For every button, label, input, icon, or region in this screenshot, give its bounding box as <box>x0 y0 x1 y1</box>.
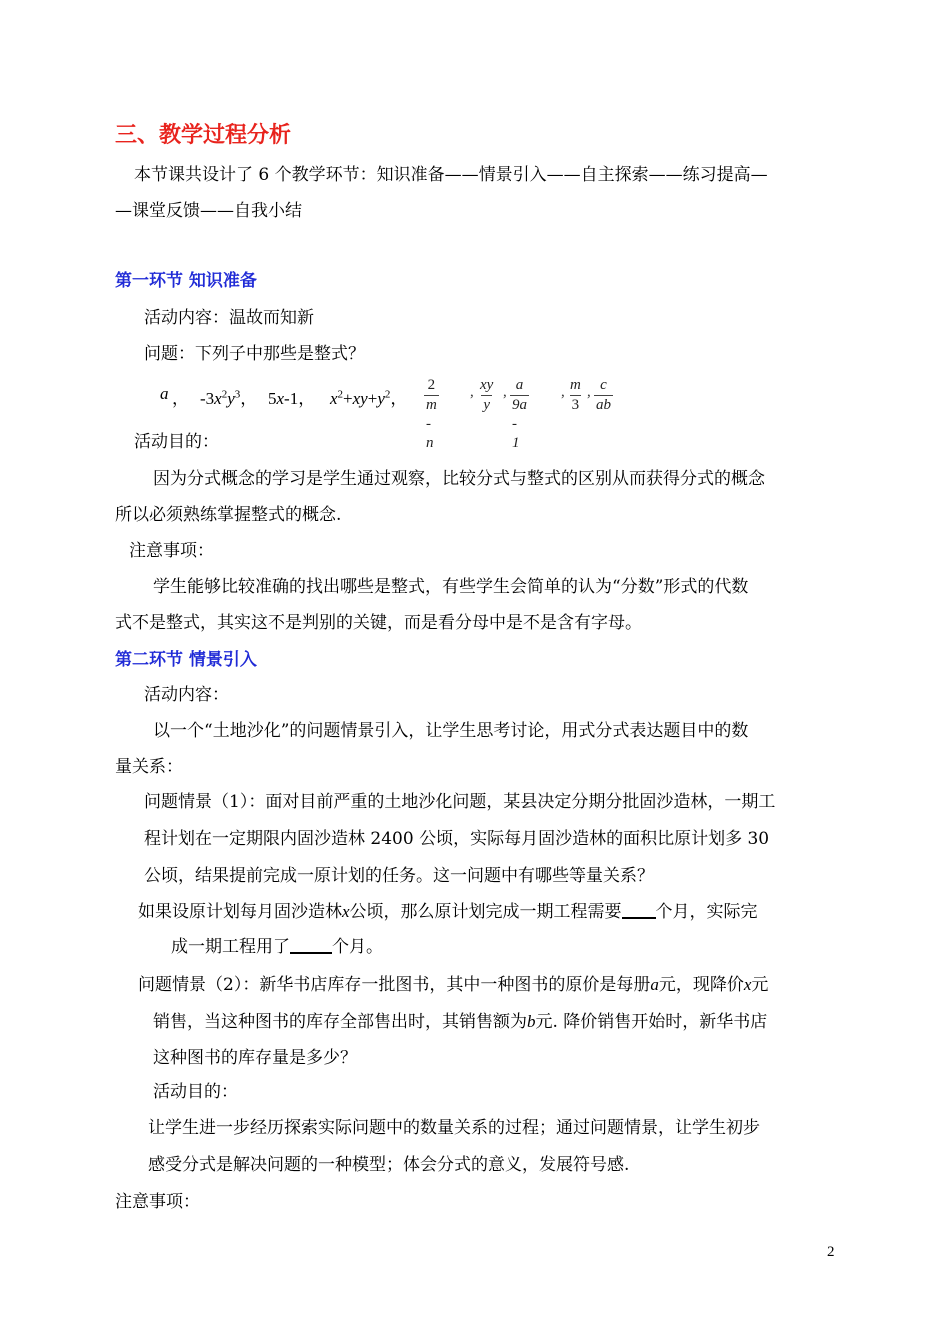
section-1-title: 第一环节 知识准备 <box>115 271 257 291</box>
expr-sep: ， <box>172 389 189 408</box>
s2-purpose-label: 活动目的： <box>153 1082 238 1102</box>
s1-notes-line-2: 式不是整式，其实这不是判别的关键，而是看分母中是不是含有字母。 <box>115 613 642 633</box>
s2-purpose-line-1: 让学生进一步经历探索实际问题中的数量关系的过程；通过问题情景，让学生初步 <box>148 1118 760 1138</box>
s2-purpose-line-2: 感受分式是解决问题的一种模型；体会分式的意义，发展符号感. <box>148 1155 630 1175</box>
s1-purpose-line-1: 因为分式概念的学习是学生通过观察，比较分式与整式的区别从而获得分式的概念 <box>153 469 765 489</box>
s1-purpose-line-2: 所以必须熟练掌握整式的概念. <box>115 505 342 525</box>
expr-term-4: $x^2+xy+y^2$， <box>330 388 408 408</box>
blank-2[interactable] <box>290 934 332 954</box>
fraction-4: $\frac{m}{3}$ <box>570 377 581 413</box>
q1-line-2: 程计划在一定期限内固沙造林 2400 公顷，实际每月固沙造林的面积比原计划多 30 <box>144 829 770 849</box>
intro-line-2: —课堂反馈——自我小结 <box>115 201 302 221</box>
q2-line-2: 销售，当这种图书的库存全部售出时，其销售额为b元. 降价销售开始时，新华书店 <box>153 1012 768 1032</box>
q1-if-line-1: 如果设原计划每月固沙造林x公顷，那么原计划完成一期工程需要 个月，实际完 <box>138 893 860 931</box>
q1-line-3: 公顷，结果提前完成一原计划的任务。这一问题中有哪些等量关系？ <box>144 866 654 886</box>
q1-line-1: 问题情景（1）：面对目前严重的土地沙化问题，某县决定分期分批固沙造林，一期工 <box>144 792 776 812</box>
s2-activity-label: 活动内容： <box>144 685 229 705</box>
fraction-1: $\frac{2}{m - n}$ <box>426 377 437 451</box>
s1-purpose-label: 活动目的： <box>134 432 219 452</box>
section-2-title: 第二环节 情景引入 <box>115 650 257 670</box>
fraction-2: $\frac{xy}{y}$ <box>480 377 494 413</box>
s2-content-line-2: 量关系： <box>115 757 183 777</box>
s1-question: 问题：下列子中那些是整式？ <box>144 344 365 364</box>
q2-line-1: 问题情景（2）：新华书店库存一批图书，其中一种图书的原价是每册a元，现降价x元 <box>138 975 769 995</box>
s2-notes-label: 注意事项： <box>115 1192 200 1212</box>
s1-notes-label: 注意事项： <box>129 541 214 561</box>
q2-line-3: 这种图书的库存量是多少？ <box>153 1048 357 1068</box>
q1-if-line-2: 成一期工程用了 个月。 <box>171 929 893 966</box>
expr-a: a <box>160 384 169 403</box>
s1-activity-content: 活动内容：温故而知新 <box>144 308 314 328</box>
s2-content-line-1: 以一个“土地沙化”的问题情景引入，让学生思考讨论，用式分式表达题目中的数 <box>153 721 749 741</box>
s1-notes-line-1: 学生能够比较准确的找出哪些是整式，有些学生会简单的认为“分数”形式的代数 <box>153 577 749 597</box>
fraction-5: $\frac{c}{ab}$ <box>596 377 611 413</box>
intro-line-1: 本节课共设计了 6 个教学环节：知识准备——情景引入——自主探索——练习提高— <box>134 165 768 185</box>
fraction-3: $\frac{a}{9a - 1}$ <box>512 377 527 451</box>
expr-term-3: 5x-1， <box>268 389 316 408</box>
blank-1[interactable] <box>622 899 656 919</box>
page-number: 2 <box>827 1244 835 1260</box>
expr-term-2: $-3x^2y^3$， <box>200 388 258 408</box>
section-heading: 三、教学过程分析 <box>115 123 292 148</box>
